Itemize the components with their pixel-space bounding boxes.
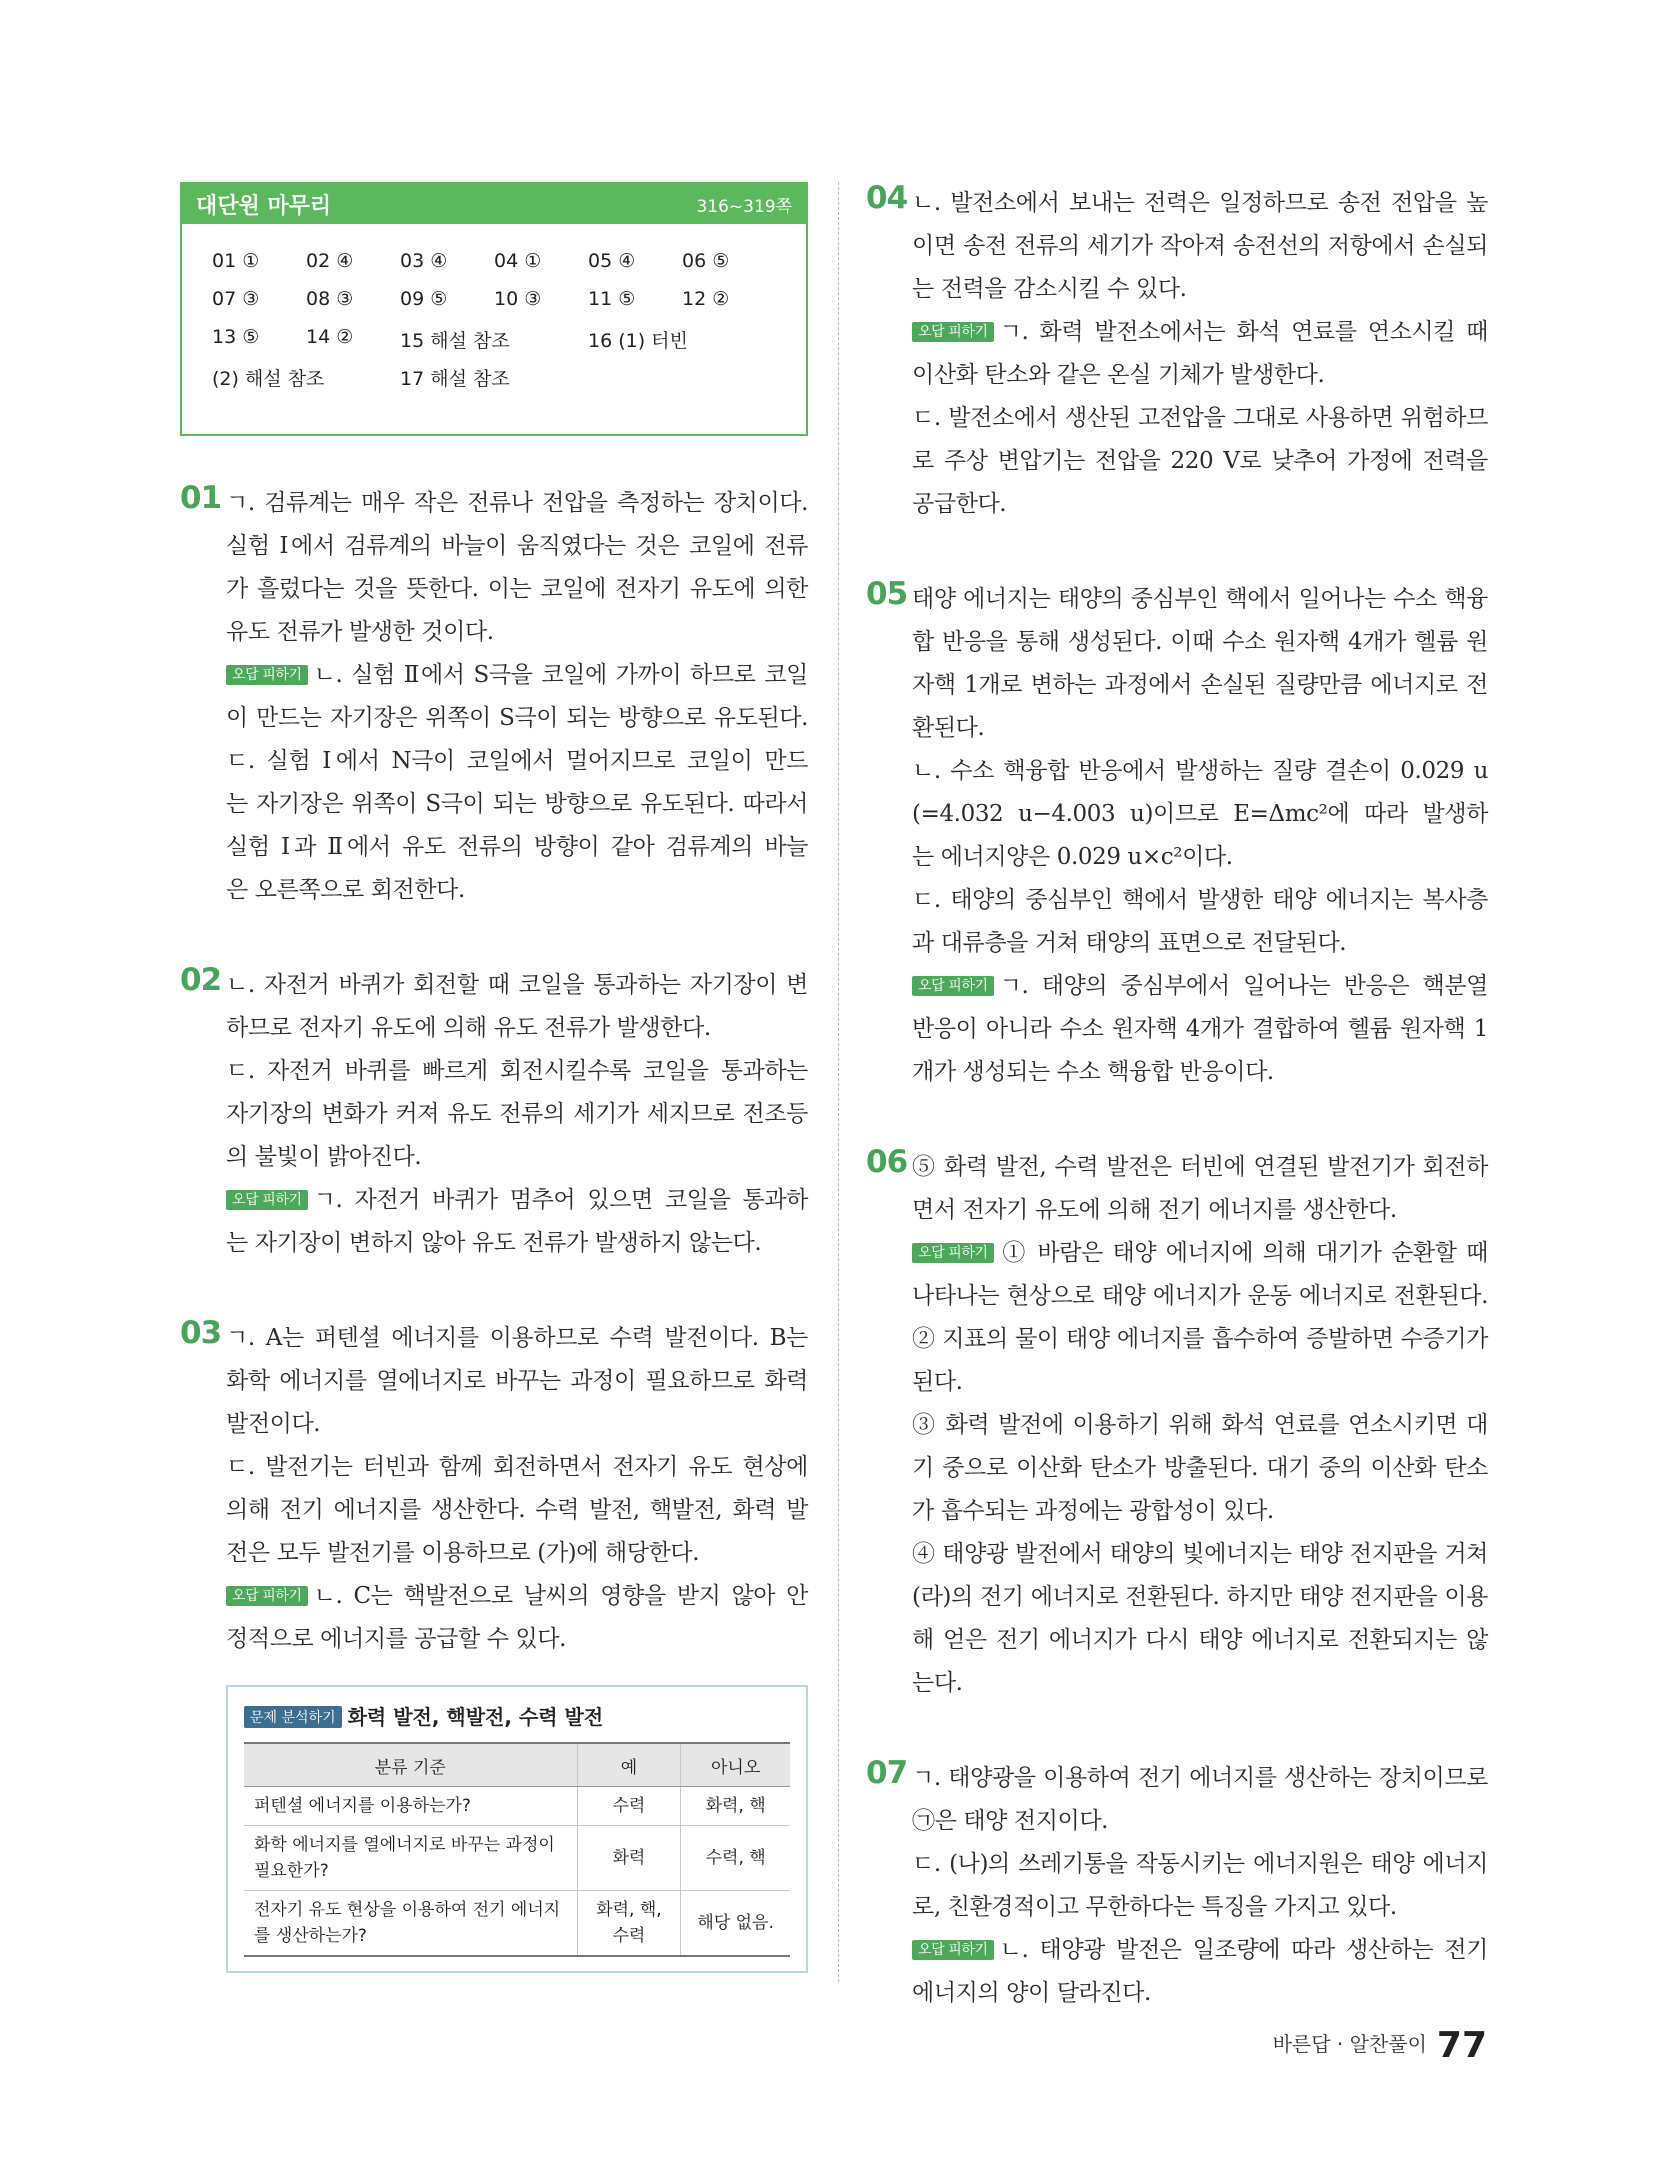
text-line: 환된다. — [912, 715, 985, 741]
text-line: 의해 전기 에너지를 생산한다. 수력 발전, 핵발전, 화력 발 — [226, 1497, 808, 1523]
text-line: ㄷ. 실험 Ⅰ에서 N극이 코일에서 멀어지므로 코일이 만드 — [226, 748, 808, 774]
answer-item: 07 ③ — [212, 288, 260, 310]
question-03 — [180, 1317, 808, 1661]
table-cell: 화력, 핵, 수력 — [577, 1891, 681, 1957]
column-divider — [838, 182, 839, 1982]
text-line: 기 중으로 이산화 탄소가 방출된다. 대기 중의 이산화 탄소 — [912, 1455, 1488, 1481]
text-line: 이산화 탄소와 같은 온실 기체가 발생한다. — [912, 362, 1325, 388]
text-line: 오답 피하기 ㄱ. 자전거 바퀴가 멈추어 있으면 코일을 통과하 — [226, 1179, 808, 1222]
answer-item: 02 ④ — [306, 250, 354, 272]
text-line: ㄱ. 검류계는 매우 작은 전류나 전압을 측정하는 장치이다. — [226, 490, 808, 516]
answer-box — [180, 182, 808, 436]
table-cell: 전자기 유도 현상을 이용하여 전기 에너지를 생산하는가? — [244, 1891, 577, 1957]
question-07 — [866, 1757, 1488, 2015]
question-06 — [866, 1146, 1488, 1705]
answer-item: 13 ⑤ — [212, 326, 260, 348]
right-column — [866, 182, 1488, 2015]
table-header-row — [244, 1743, 790, 1787]
text-line: (=4.032 u−4.003 u)이므로 E=Δmc²에 따라 발생하 — [912, 801, 1488, 827]
answer-box-title: 대단원 마무리 — [196, 193, 332, 219]
text-line: 로, 친환경적이고 무한하다는 특징을 가지고 있다. — [912, 1894, 1397, 1920]
question-number: 06 — [866, 1144, 908, 1180]
text-line: ㄷ. (나)의 쓰레기통을 작동시키는 에너지원은 태양 에너지 — [912, 1851, 1488, 1877]
text-line: 가 흡수되는 과정에는 광합성이 있다. — [912, 1498, 1274, 1524]
answer-item: 10 ③ — [494, 288, 542, 310]
answer-item: 14 ② — [306, 326, 354, 348]
answer-item: 16 (1) 터빈 — [588, 330, 688, 352]
analysis-box — [226, 1685, 808, 1973]
question-number: 04 — [866, 180, 908, 216]
answer-item: 04 ① — [494, 250, 542, 272]
answer-item: (2) 해설 참조 — [212, 368, 325, 390]
wrong-answer-tag: 오답 피하기 — [226, 665, 308, 685]
text-line: 개가 생성되는 수소 핵융합 반응이다. — [912, 1059, 1274, 1085]
text-line: 화학 에너지를 열에너지로 바꾸는 과정이 필요하므로 화력 — [226, 1368, 808, 1394]
wrong-answer-tag: 오답 피하기 — [226, 1190, 308, 1210]
text-line: 과 대류층을 거쳐 태양의 표면으로 전달된다. — [912, 930, 1347, 956]
text-line: 는 자기장이 변하지 않아 유도 전류가 발생하지 않는다. — [226, 1230, 762, 1256]
table-cell: 화력, 핵 — [681, 1787, 790, 1826]
text-line: 이 만드는 자기장은 위쪽이 S극이 되는 방향으로 유도된다. — [226, 705, 808, 731]
text-line: 는다. — [912, 1670, 963, 1696]
text-line: 오답 피하기 ① 바람은 태양 에너지에 의해 대기가 순환할 때 — [912, 1232, 1488, 1275]
text-line: 된다. — [912, 1369, 963, 1395]
text-line: 정적으로 에너지를 공급할 수 있다. — [226, 1626, 567, 1652]
answer-item: 11 ⑤ — [588, 288, 636, 310]
analysis-title: 문제 분석하기 화력 발전, 핵발전, 수력 발전 — [244, 1701, 790, 1730]
table-cell: 수력 — [577, 1787, 681, 1826]
text-line: 오답 피하기 ㄱ. 태양의 중심부에서 일어나는 반응은 핵분열 — [912, 965, 1488, 1008]
table-row — [244, 1787, 790, 1826]
text-line: 유도 전류가 발생한 것이다. — [226, 619, 494, 645]
text-line: ③ 화력 발전에 이용하기 위해 화석 연료를 연소시키면 대 — [912, 1412, 1488, 1438]
question-number: 01 — [180, 480, 222, 516]
text-line: 하므로 전자기 유도에 의해 유도 전류가 발생한다. — [226, 1015, 711, 1041]
text-line: 공급한다. — [912, 491, 1007, 517]
text-line: 오답 피하기 ㄴ. 실험 Ⅱ에서 S극을 코일에 가까이 하므로 코일 — [226, 654, 808, 697]
answer-box-header — [182, 184, 806, 224]
text-line: 면서 전자기 유도에 의해 전기 에너지를 생산한다. — [912, 1197, 1397, 1223]
question-01 — [180, 482, 808, 912]
text-line: 태양 에너지는 태양의 중심부인 핵에서 일어나는 수소 핵융 — [912, 586, 1488, 612]
question-number: 02 — [180, 962, 222, 998]
text-line: 합 반응을 통해 생성된다. 이때 수소 원자핵 4개가 헬륨 원 — [912, 629, 1488, 655]
question-number: 03 — [180, 1315, 222, 1351]
text-line: 의 불빛이 밝아진다. — [226, 1144, 422, 1170]
text-line: ㄱ. A는 퍼텐셜 에너지를 이용하므로 수력 발전이다. B는 — [226, 1325, 808, 1351]
table-cell: 화학 에너지를 열에너지로 바꾸는 과정이 필요한가? — [244, 1826, 577, 1891]
wrong-answer-tag: 오답 피하기 — [912, 1243, 994, 1263]
text-line: 나타나는 현상으로 태양 에너지가 운동 에너지로 전환된다. — [912, 1283, 1488, 1309]
table-header: 분류 기준 — [244, 1743, 577, 1787]
table-row — [244, 1826, 790, 1891]
text-line: 오답 피하기 ㄱ. 화력 발전소에서는 화석 연료를 연소시킬 때 — [912, 311, 1488, 354]
table-cell: 퍼텐셜 에너지를 이용하는가? — [244, 1787, 577, 1826]
text-line: 해 얻은 전기 에너지가 다시 태양 에너지로 전환되지는 않 — [912, 1627, 1488, 1653]
text-line: 자핵 1개로 변하는 과정에서 손실된 질량만큼 에너지로 전 — [912, 672, 1488, 698]
page-footer — [1273, 2025, 1487, 2066]
answer-item: 03 ④ — [400, 250, 448, 272]
answer-item: 09 ⑤ — [400, 288, 448, 310]
table-cell: 수력, 핵 — [681, 1826, 790, 1891]
text-line: 에너지의 양이 달라진다. — [912, 1980, 1151, 2006]
question-number: 05 — [866, 576, 908, 612]
text-line: 실험 Ⅰ에서 검류계의 바늘이 움직였다는 것은 코일에 전류 — [226, 533, 808, 559]
text-line: ④ 태양광 발전에서 태양의 빛에너지는 태양 전지판을 거쳐 — [912, 1541, 1488, 1567]
answer-item: 17 해설 참조 — [400, 368, 510, 390]
table-header: 예 — [577, 1743, 681, 1787]
answer-item: 06 ⑤ — [682, 250, 730, 272]
text-line: ㄷ. 자전거 바퀴를 빠르게 회전시킬수록 코일을 통과하는 — [226, 1058, 808, 1084]
text-line: ㄷ. 발전기는 터빈과 함께 회전하면서 전자기 유도 현상에 — [226, 1454, 808, 1480]
text-line: 반응이 아니라 수소 원자핵 4개가 결합하여 헬륨 원자핵 1 — [912, 1016, 1488, 1042]
answer-grid — [182, 224, 806, 434]
question-05 — [866, 578, 1488, 1094]
table-row — [244, 1891, 790, 1957]
wrong-answer-tag: 오답 피하기 — [912, 1940, 994, 1960]
question-04 — [866, 182, 1488, 526]
wrong-answer-tag: 오답 피하기 — [226, 1586, 308, 1606]
analysis-tag: 문제 분석하기 — [244, 1706, 342, 1728]
left-column — [180, 182, 808, 1973]
page-number: 77 — [1436, 2025, 1487, 2066]
answer-item: 01 ① — [212, 250, 260, 272]
text-line: ㄱ. 태양광을 이용하여 전기 에너지를 생산하는 장치이므로 — [912, 1765, 1488, 1791]
text-line: (라)의 전기 에너지로 전환된다. 하지만 태양 전지판을 이용 — [912, 1584, 1488, 1610]
text-line: ㄷ. 발전소에서 생산된 고전압을 그대로 사용하면 위험하므 — [912, 405, 1488, 431]
text-line: ㉠은 태양 전지이다. — [912, 1808, 1109, 1834]
text-line: 로 주상 변압기는 전압을 220 V로 낮추어 가정에 전력을 — [912, 448, 1488, 474]
question-02 — [180, 964, 808, 1265]
text-line: 자기장의 변화가 커져 유도 전류의 세기가 세지므로 전조등 — [226, 1101, 808, 1127]
answer-item: 08 ③ — [306, 288, 354, 310]
text-line: ㄷ. 태양의 중심부인 핵에서 발생한 태양 에너지는 복사층 — [912, 887, 1488, 913]
wrong-answer-tag: 오답 피하기 — [912, 976, 994, 996]
text-line: ㄴ. 자전거 바퀴가 회전할 때 코일을 통과하는 자기장이 변 — [226, 972, 808, 998]
text-line: ㄴ. 발전소에서 보내는 전력은 일정하므로 송전 전압을 높 — [912, 190, 1488, 216]
table-header: 아니오 — [681, 1743, 790, 1787]
text-line: 오답 피하기 ㄴ. 태양광 발전은 일조량에 따라 생산하는 전기 — [912, 1929, 1488, 1972]
text-line: 가 흘렀다는 것을 뜻한다. 이는 코일에 전자기 유도에 의한 — [226, 576, 808, 602]
text-line: ② 지표의 물이 태양 에너지를 흡수하여 증발하면 수증기가 — [912, 1326, 1488, 1352]
question-number: 07 — [866, 1755, 908, 1791]
answer-item: 15 해설 참조 — [400, 330, 510, 352]
footer-label: 바른답 · 알찬풀이 — [1272, 2032, 1427, 2056]
text-line: ⑤ 화력 발전, 수력 발전은 터빈에 연결된 발전기가 회전하 — [912, 1154, 1488, 1180]
answer-item: 12 ② — [682, 288, 730, 310]
wrong-answer-tag: 오답 피하기 — [912, 322, 994, 342]
table-cell: 해당 없음. — [681, 1891, 790, 1957]
answer-box-pages: 316~319쪽 — [696, 196, 792, 217]
text-line: 는 전력을 감소시킬 수 있다. — [912, 276, 1187, 302]
answer-item: 05 ④ — [588, 250, 636, 272]
text-line: 실험 Ⅰ과 Ⅱ에서 유도 전류의 방향이 같아 검류계의 바늘 — [226, 834, 808, 860]
text-line: ㄴ. 수소 핵융합 반응에서 발생하는 질량 결손이 0.029 u — [912, 758, 1488, 784]
text-line: 이면 송전 전류의 세기가 작아져 송전선의 저항에서 손실되 — [912, 233, 1488, 259]
text-line: 는 자기장은 위쪽이 S극이 되는 방향으로 유도된다. 따라서 — [226, 791, 808, 817]
text-line: 는 에너지양은 0.029 u×c²이다. — [912, 844, 1233, 870]
text-line: 오답 피하기 ㄴ. C는 핵발전으로 날씨의 영향을 받지 않아 안 — [226, 1575, 808, 1618]
analysis-table — [244, 1742, 790, 1957]
text-line: 전은 모두 발전기를 이용하므로 (가)에 해당한다. — [226, 1540, 700, 1566]
text-line: 은 오른쪽으로 회전한다. — [226, 877, 465, 903]
table-cell: 화력 — [577, 1826, 681, 1891]
text-line: 발전이다. — [226, 1411, 321, 1437]
